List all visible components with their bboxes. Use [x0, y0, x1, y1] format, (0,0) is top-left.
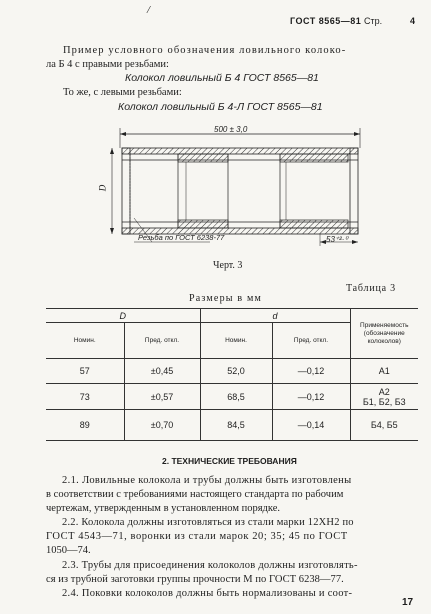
cell-d-tol: —0,12: [272, 384, 350, 410]
dim-length: 500 ± 3,0: [214, 125, 248, 134]
cell-D-tol: ±0,70: [124, 410, 200, 441]
cell-apply: А1: [378, 366, 390, 376]
cell-D-tol: ±0,57: [124, 384, 200, 410]
cell-apply-main: Б1, Б2, Б3: [362, 396, 406, 407]
margin-mark: /: [147, 4, 151, 16]
paragraph-2-1-line: в соответствии с требованиями настоящего стандарта по рабочим: [46, 489, 344, 500]
page-number: 17: [402, 597, 414, 608]
gost-code: ГОСТ 8565—81: [290, 16, 362, 26]
thread-note: Резьба по ГОСТ 6238-77: [138, 233, 225, 242]
applicability-header: [350, 309, 418, 359]
page-no: 4: [410, 16, 416, 26]
dim-end: 53⁺²·⁰: [326, 235, 348, 244]
table-units: Размеры в мм: [189, 293, 263, 304]
page-label: Стр.: [364, 16, 383, 26]
paragraph-2-1-line: чертежам, утвержденным в установленном порядке.: [46, 503, 281, 514]
cell-D-tol: ±0,45: [124, 359, 200, 384]
example-line-1: Пример условного обозначения ловильного колоко-: [63, 45, 347, 56]
table-row: [46, 384, 418, 410]
example-line-2: ла Б 4 с правыми резьбами:: [46, 59, 169, 70]
paragraph-2-4-line: 2.4. Поковки колоколов должны быть нормализованы и соот-: [62, 588, 353, 599]
paragraph-2-3-line: ся из трубной заготовки группы прочности М по ГОСТ 6238—77.: [46, 574, 344, 585]
section-title: 2. ТЕХНИЧЕСКИЕ ТРЕБОВАНИЯ: [162, 456, 297, 466]
paragraph-2-2-line: ГОСТ 4543—71, воронки из стали марок 20; 35; 45 по ГОСТ: [46, 531, 348, 542]
cell-d: 68,5: [200, 384, 272, 410]
group-header-D: D: [46, 309, 200, 323]
col-header-nominal-d: Номин.: [200, 323, 272, 359]
paragraph-2-1-line: 2.1. Ловильные колокола и трубы должны быть изготовлены: [62, 475, 352, 486]
designation-right: Колокол ловильный Б 4 ГОСТ 8565—81: [125, 72, 319, 84]
example-left-intro: То же, с левыми резьбами:: [63, 87, 182, 98]
cell-d: 52,0: [200, 359, 272, 384]
applicability-header-line: Применяемость: [360, 321, 409, 329]
table-row: [46, 359, 418, 384]
cell-d-tol: —0,14: [272, 410, 350, 441]
dim-d: D: [97, 184, 108, 192]
applicability-header-line: (обозначение: [363, 329, 405, 337]
cell-d: 84,5: [200, 410, 272, 441]
cell-apply: Б4, Б5: [370, 420, 398, 430]
paragraph-2-2-line: 1050—74.: [46, 545, 91, 556]
applicability-header-line: колоколов): [367, 337, 401, 345]
cell-D: 57: [46, 359, 124, 384]
col-header-nominal-D: Номин.: [46, 323, 124, 359]
designation-left: Колокол ловильный Б 4-Л ГОСТ 8565—81: [118, 101, 323, 113]
dimensions-table: [46, 308, 418, 441]
cell-d-tol: —0,12: [272, 359, 350, 384]
table-label: Таблица 3: [346, 283, 396, 294]
drawing-caption: Черт. 3: [213, 260, 243, 271]
col-header-tol-d: Пред. откл.: [272, 323, 350, 359]
cell-D: 89: [46, 410, 124, 441]
paragraph-2-2-line: 2.2. Колокола должны изготовляться из стали марки 12ХН2 по: [62, 517, 354, 528]
cell-D: 73: [46, 384, 124, 410]
group-header-d: d: [200, 309, 350, 323]
paragraph-2-3-line: 2.3. Трубы для присоединения колоколов должны изготовлять-: [62, 560, 358, 571]
col-header-tol-D: Пред. откл.: [124, 323, 200, 359]
cell-apply-top: А2: [378, 386, 390, 397]
cell-apply: [350, 384, 418, 410]
table-row: [46, 410, 418, 441]
